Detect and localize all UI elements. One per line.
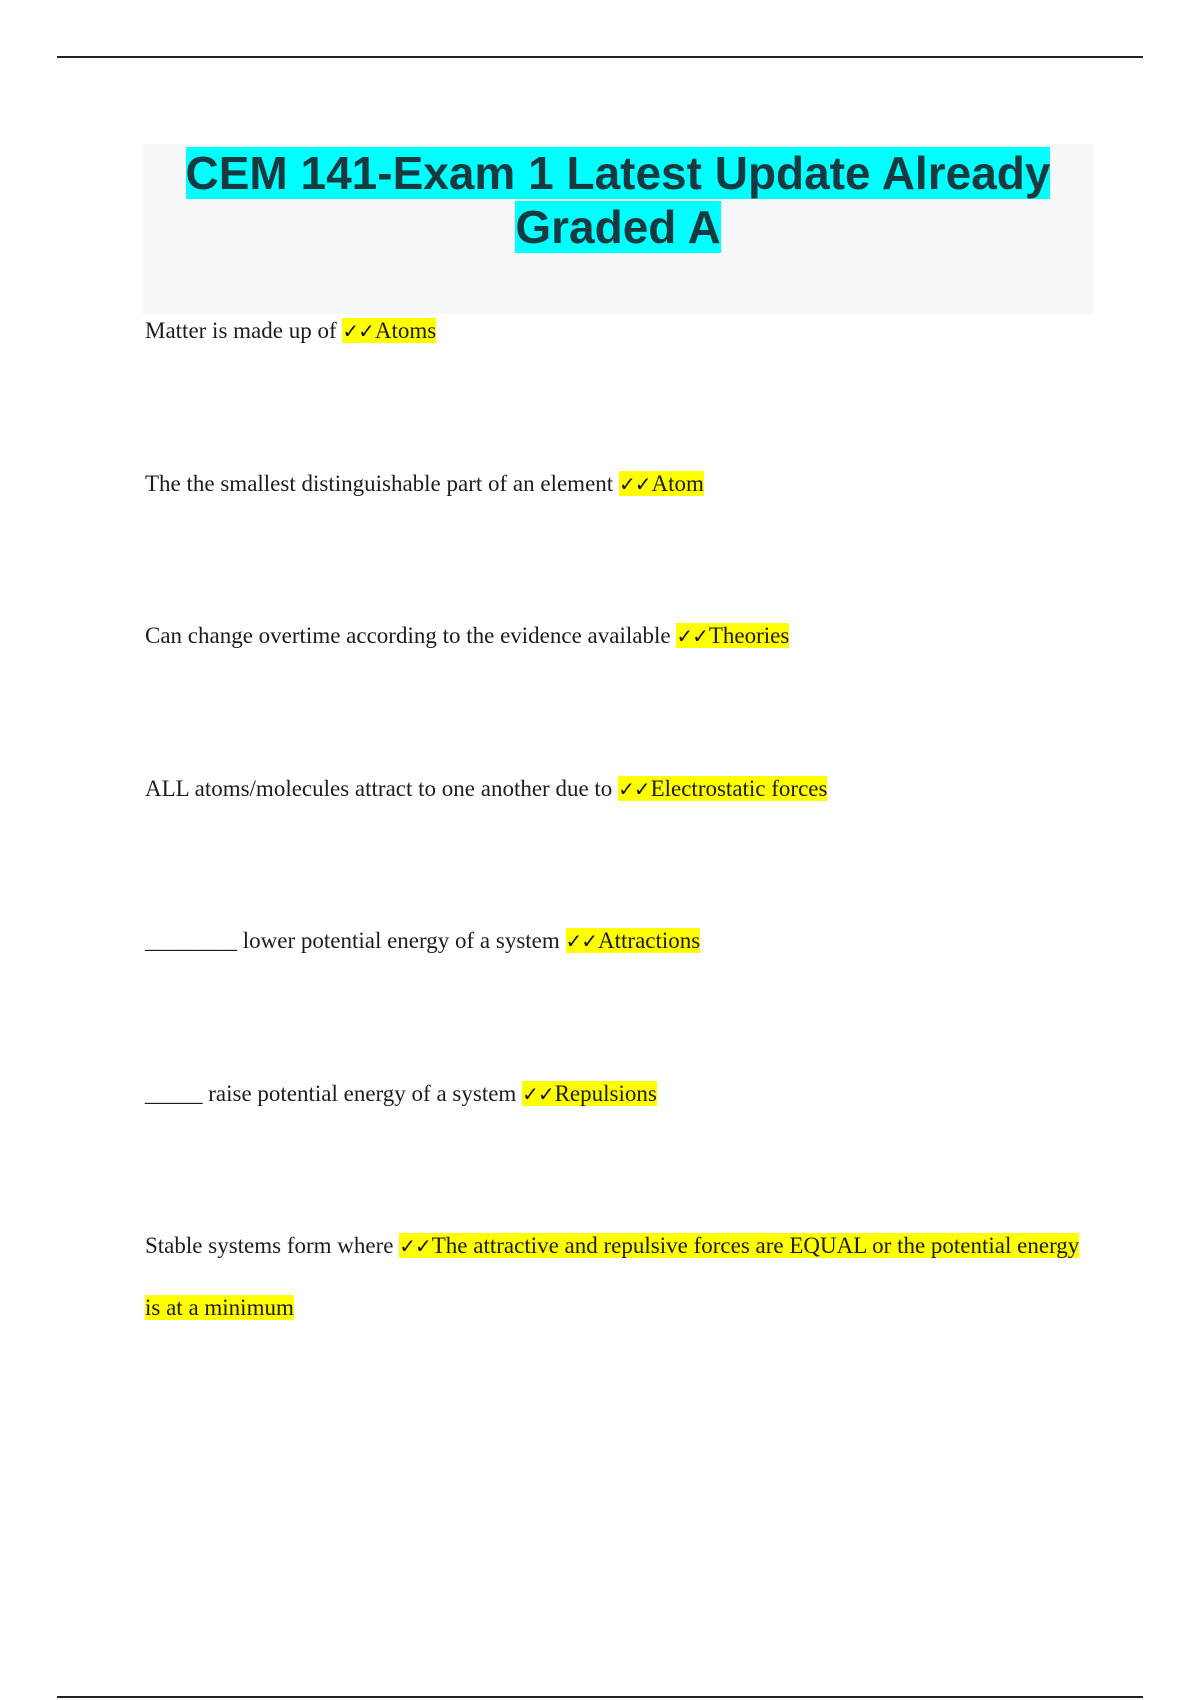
- question-text: Stable systems form where: [145, 1233, 394, 1258]
- footer-rule: [57, 1696, 1143, 1698]
- check-icon: ✓✓: [618, 472, 651, 496]
- check-icon: ✓✓: [565, 929, 598, 953]
- answer-highlight: [676, 623, 789, 648]
- answer-text: The attractive and repulsive forces are EQUAL or the potential energy is at a minimum: [145, 1233, 1080, 1320]
- question-text: ________ lower potential energy of a system: [145, 928, 560, 953]
- header-rule: [57, 56, 1143, 58]
- qa-item: [145, 758, 1085, 820]
- document-title: [143, 144, 1093, 254]
- answer-highlight: [342, 318, 436, 343]
- check-icon: ✓✓: [676, 624, 708, 648]
- qa-item: [145, 1215, 1085, 1338]
- answer-text: Atoms: [374, 318, 437, 343]
- qa-item: [145, 1063, 1085, 1125]
- qa-item: [145, 453, 1085, 515]
- answer-highlight: [522, 1081, 657, 1106]
- document-title-text: CEM 141-Exam 1 Latest Update Already Graded A: [185, 147, 1051, 253]
- answer-highlight: [618, 776, 827, 801]
- title-block: [143, 144, 1093, 314]
- answer-text: Atom: [651, 471, 704, 496]
- check-icon: ✓✓: [399, 1234, 431, 1258]
- question-text: Can change overtime according to the evidence available: [145, 623, 671, 648]
- qa-item: [145, 300, 1085, 362]
- answer-highlight: [566, 928, 701, 953]
- qa-item: [145, 910, 1085, 972]
- answer-text: Repulsions: [554, 1081, 657, 1106]
- answer-text: Theories: [708, 623, 790, 648]
- question-text: _____ raise potential energy of a system: [145, 1081, 517, 1106]
- check-icon: ✓✓: [522, 1082, 554, 1106]
- check-icon: ✓✓: [618, 777, 650, 801]
- answer-text: Attractions: [598, 928, 701, 953]
- question-text: The the smallest distinguishable part of an element: [145, 471, 614, 496]
- answer-text: Electrostatic forces: [650, 776, 828, 801]
- answer-highlight: [619, 471, 704, 496]
- qa-item: [145, 605, 1085, 667]
- check-icon: ✓✓: [342, 319, 374, 343]
- question-text: ALL atoms/molecules attract to one another due to: [145, 776, 613, 801]
- question-text: Matter is made up of: [145, 318, 337, 343]
